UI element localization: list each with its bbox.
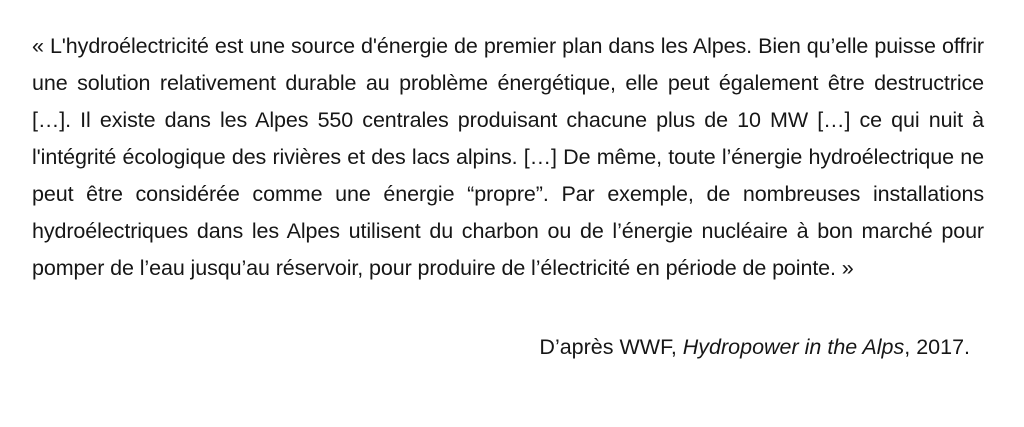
attribution-prefix: D’après WWF, (539, 334, 683, 359)
source-attribution (32, 331, 984, 363)
attribution-work-title: Hydropower in the Alps (682, 334, 905, 359)
quotation-text: « L'hydroélectricité est une source d'énergie de premier plan dans les Alpes. Bien qu’elle puisse offrir une solution relativement durable au problème énergétique, elle peut également être destructrice […]. Il existe dans les Alpes 550 centrales produisant chacune plus de 10 MW […] ce qui nuit à l'intégrité écologique des rivières et des lacs alpins. […] De même, toute l’énergie hydroélectrique ne peut être considérée comme une énergie “propre”. Par exemple, de nombreuses installations hydroélectriques dans les Alpes utilisent du charbon ou de l’énergie nucléaire à bon marché pour pomper de l’eau jusqu’au réservoir, pour produire de l’électricité en période de pointe. » (32, 34, 984, 280)
attribution-suffix: , 2017. (904, 334, 970, 359)
